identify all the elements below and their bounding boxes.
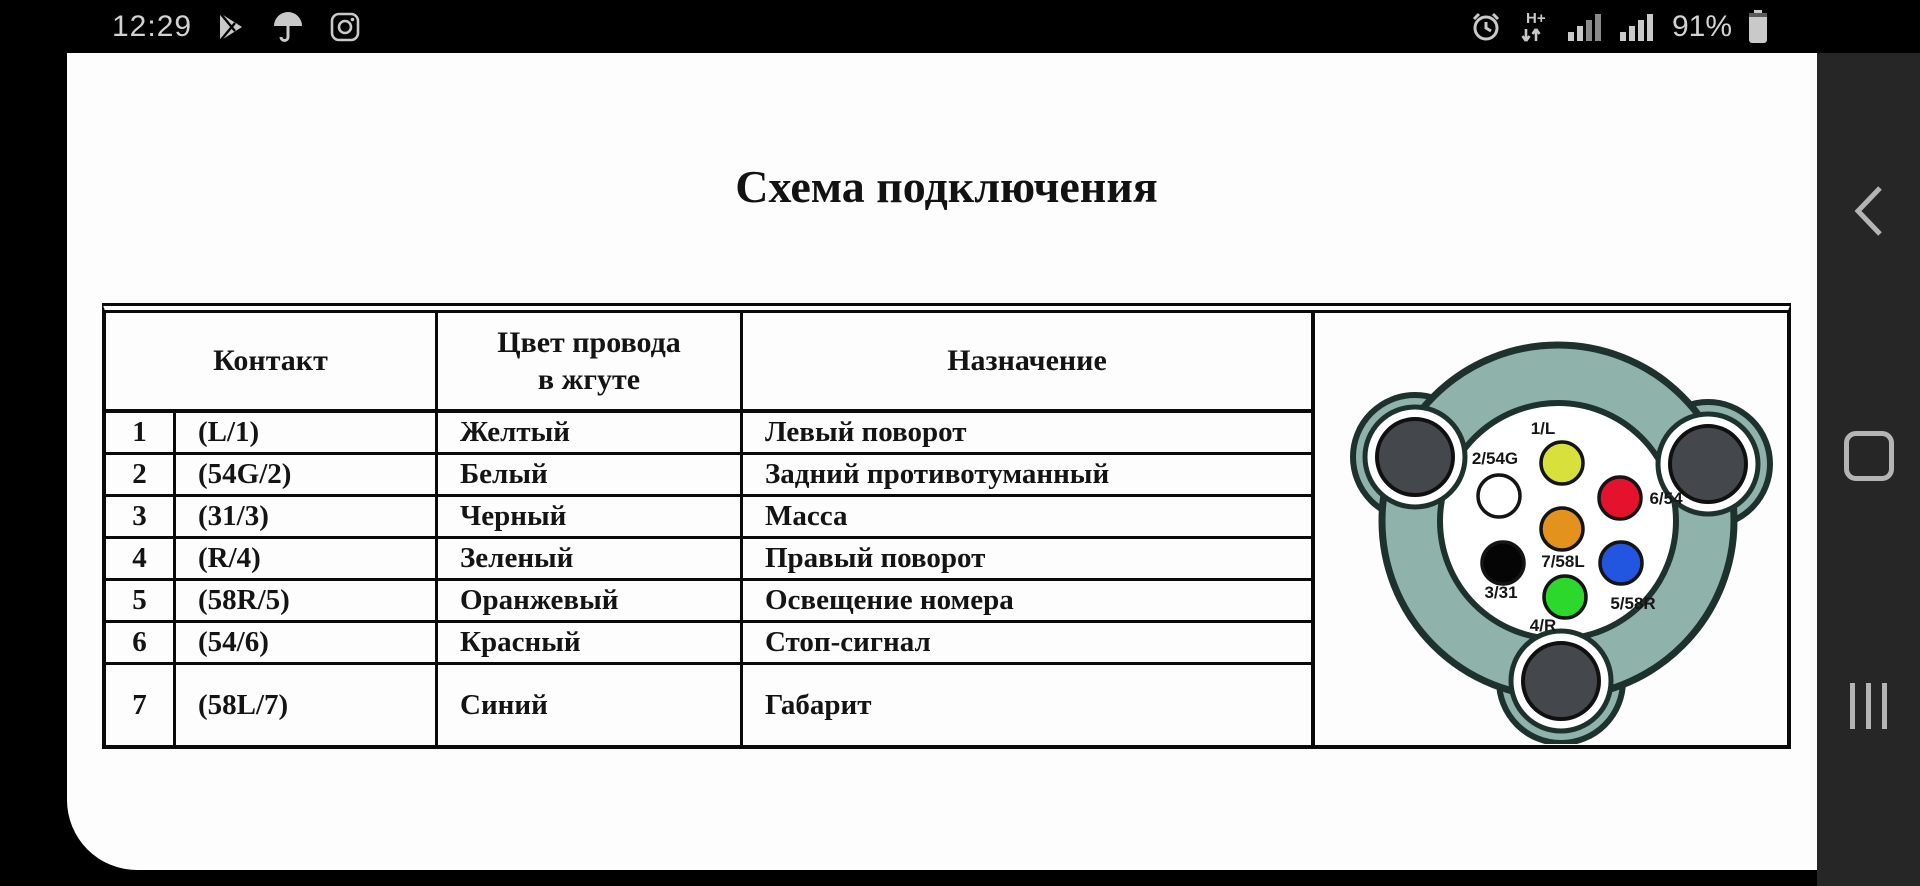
socket-pin-label: 6/54 [1649, 489, 1683, 508]
socket-pin [1599, 477, 1641, 519]
recents-bars-icon [1850, 683, 1887, 729]
wiring-table [102, 303, 1791, 749]
alarm-icon [1470, 11, 1502, 43]
wire-color-cell: Оранжевый [438, 581, 743, 623]
trailer-socket-diagram [1315, 314, 1787, 744]
socket-pin-label: 3/31 [1484, 583, 1518, 602]
document-title: Схема подключения [735, 161, 1158, 212]
clock-text: 12:29 [112, 9, 193, 43]
android-nav-bar [1817, 53, 1920, 886]
header-line: Цвет провода [497, 325, 681, 359]
purpose-cell: Левый поворот [743, 413, 1315, 455]
socket-pin-label: 1/L [1530, 419, 1556, 438]
signal-bars-icon [1620, 12, 1656, 42]
socket-pin [1541, 508, 1583, 550]
purpose-cell: Правый поворот [743, 539, 1315, 581]
wire-color-cell: Зеленый [438, 539, 743, 581]
pin-code-cell: (58L/7) [176, 665, 438, 745]
connector-diagram-cell [1315, 313, 1787, 745]
mobile-data-icon [1518, 9, 1552, 45]
svg-text:H+: H+ [1525, 9, 1546, 27]
pin-number-cell: 4 [106, 539, 176, 581]
home-square-icon [1844, 431, 1894, 481]
socket-pin [1482, 542, 1524, 584]
pin-code-cell: (58R/5) [176, 581, 438, 623]
socket-pin [1600, 542, 1642, 584]
pin-number-cell: 3 [106, 497, 176, 539]
wire-color-cell: Черный [438, 497, 743, 539]
status-right [1470, 9, 1920, 45]
recents-button[interactable] [1817, 661, 1920, 751]
wire-color-cell: Желтый [438, 413, 743, 455]
purpose-cell: Задний противотуманный [743, 455, 1315, 497]
mounting-hole-icon [1377, 419, 1453, 495]
pin-number-cell: 1 [106, 413, 176, 455]
umbrella-icon [272, 12, 304, 42]
status-left [0, 10, 360, 44]
pin-code-cell: (31/3) [176, 497, 438, 539]
header-line: в жгуте [537, 363, 641, 396]
socket-pin-label: 5/58R [1610, 594, 1656, 613]
pin-code-cell: (R/4) [176, 539, 438, 581]
pin-number-cell: 5 [106, 581, 176, 623]
column-header-purpose: Назначение [743, 313, 1315, 413]
socket-pin-label: 7/58L [1541, 552, 1585, 571]
battery-icon [1748, 10, 1768, 44]
back-chevron-icon [1852, 184, 1886, 238]
wire-color-cell: Синий [438, 665, 743, 745]
pin-code-cell: (54/6) [176, 623, 438, 665]
home-button[interactable] [1817, 411, 1920, 501]
pin-number-cell: 2 [106, 455, 176, 497]
image-viewer-content [67, 53, 1817, 870]
purpose-cell: Стоп-сигнал [743, 623, 1315, 665]
socket-pin-label: 4/R [1529, 616, 1557, 635]
play-store-icon [218, 12, 246, 42]
pin-code-cell: (54G/2) [176, 455, 438, 497]
socket-pin [1544, 576, 1586, 618]
socket-pin [1541, 442, 1583, 484]
battery-percent-text: 91% [1671, 9, 1732, 43]
socket-pin [1478, 475, 1520, 517]
column-header-wire-color [438, 313, 743, 413]
purpose-cell: Освещение номера [743, 581, 1315, 623]
purpose-cell: Масса [743, 497, 1315, 539]
instagram-icon [330, 12, 360, 42]
purpose-cell: Габарит [743, 665, 1315, 745]
pin-code-cell: (L/1) [176, 413, 438, 455]
column-header-contact: Контакт [106, 313, 438, 413]
mounting-hole-icon [1523, 643, 1599, 719]
socket-pin-label: 2/54G [1471, 449, 1519, 468]
pin-number-cell: 6 [106, 623, 176, 665]
wire-color-cell: Белый [438, 455, 743, 497]
wire-color-cell: Красный [438, 623, 743, 665]
pin-number-cell: 7 [106, 665, 176, 745]
back-button[interactable] [1817, 166, 1920, 256]
signal-bars-icon [1568, 12, 1604, 42]
status-bar [0, 0, 1920, 53]
